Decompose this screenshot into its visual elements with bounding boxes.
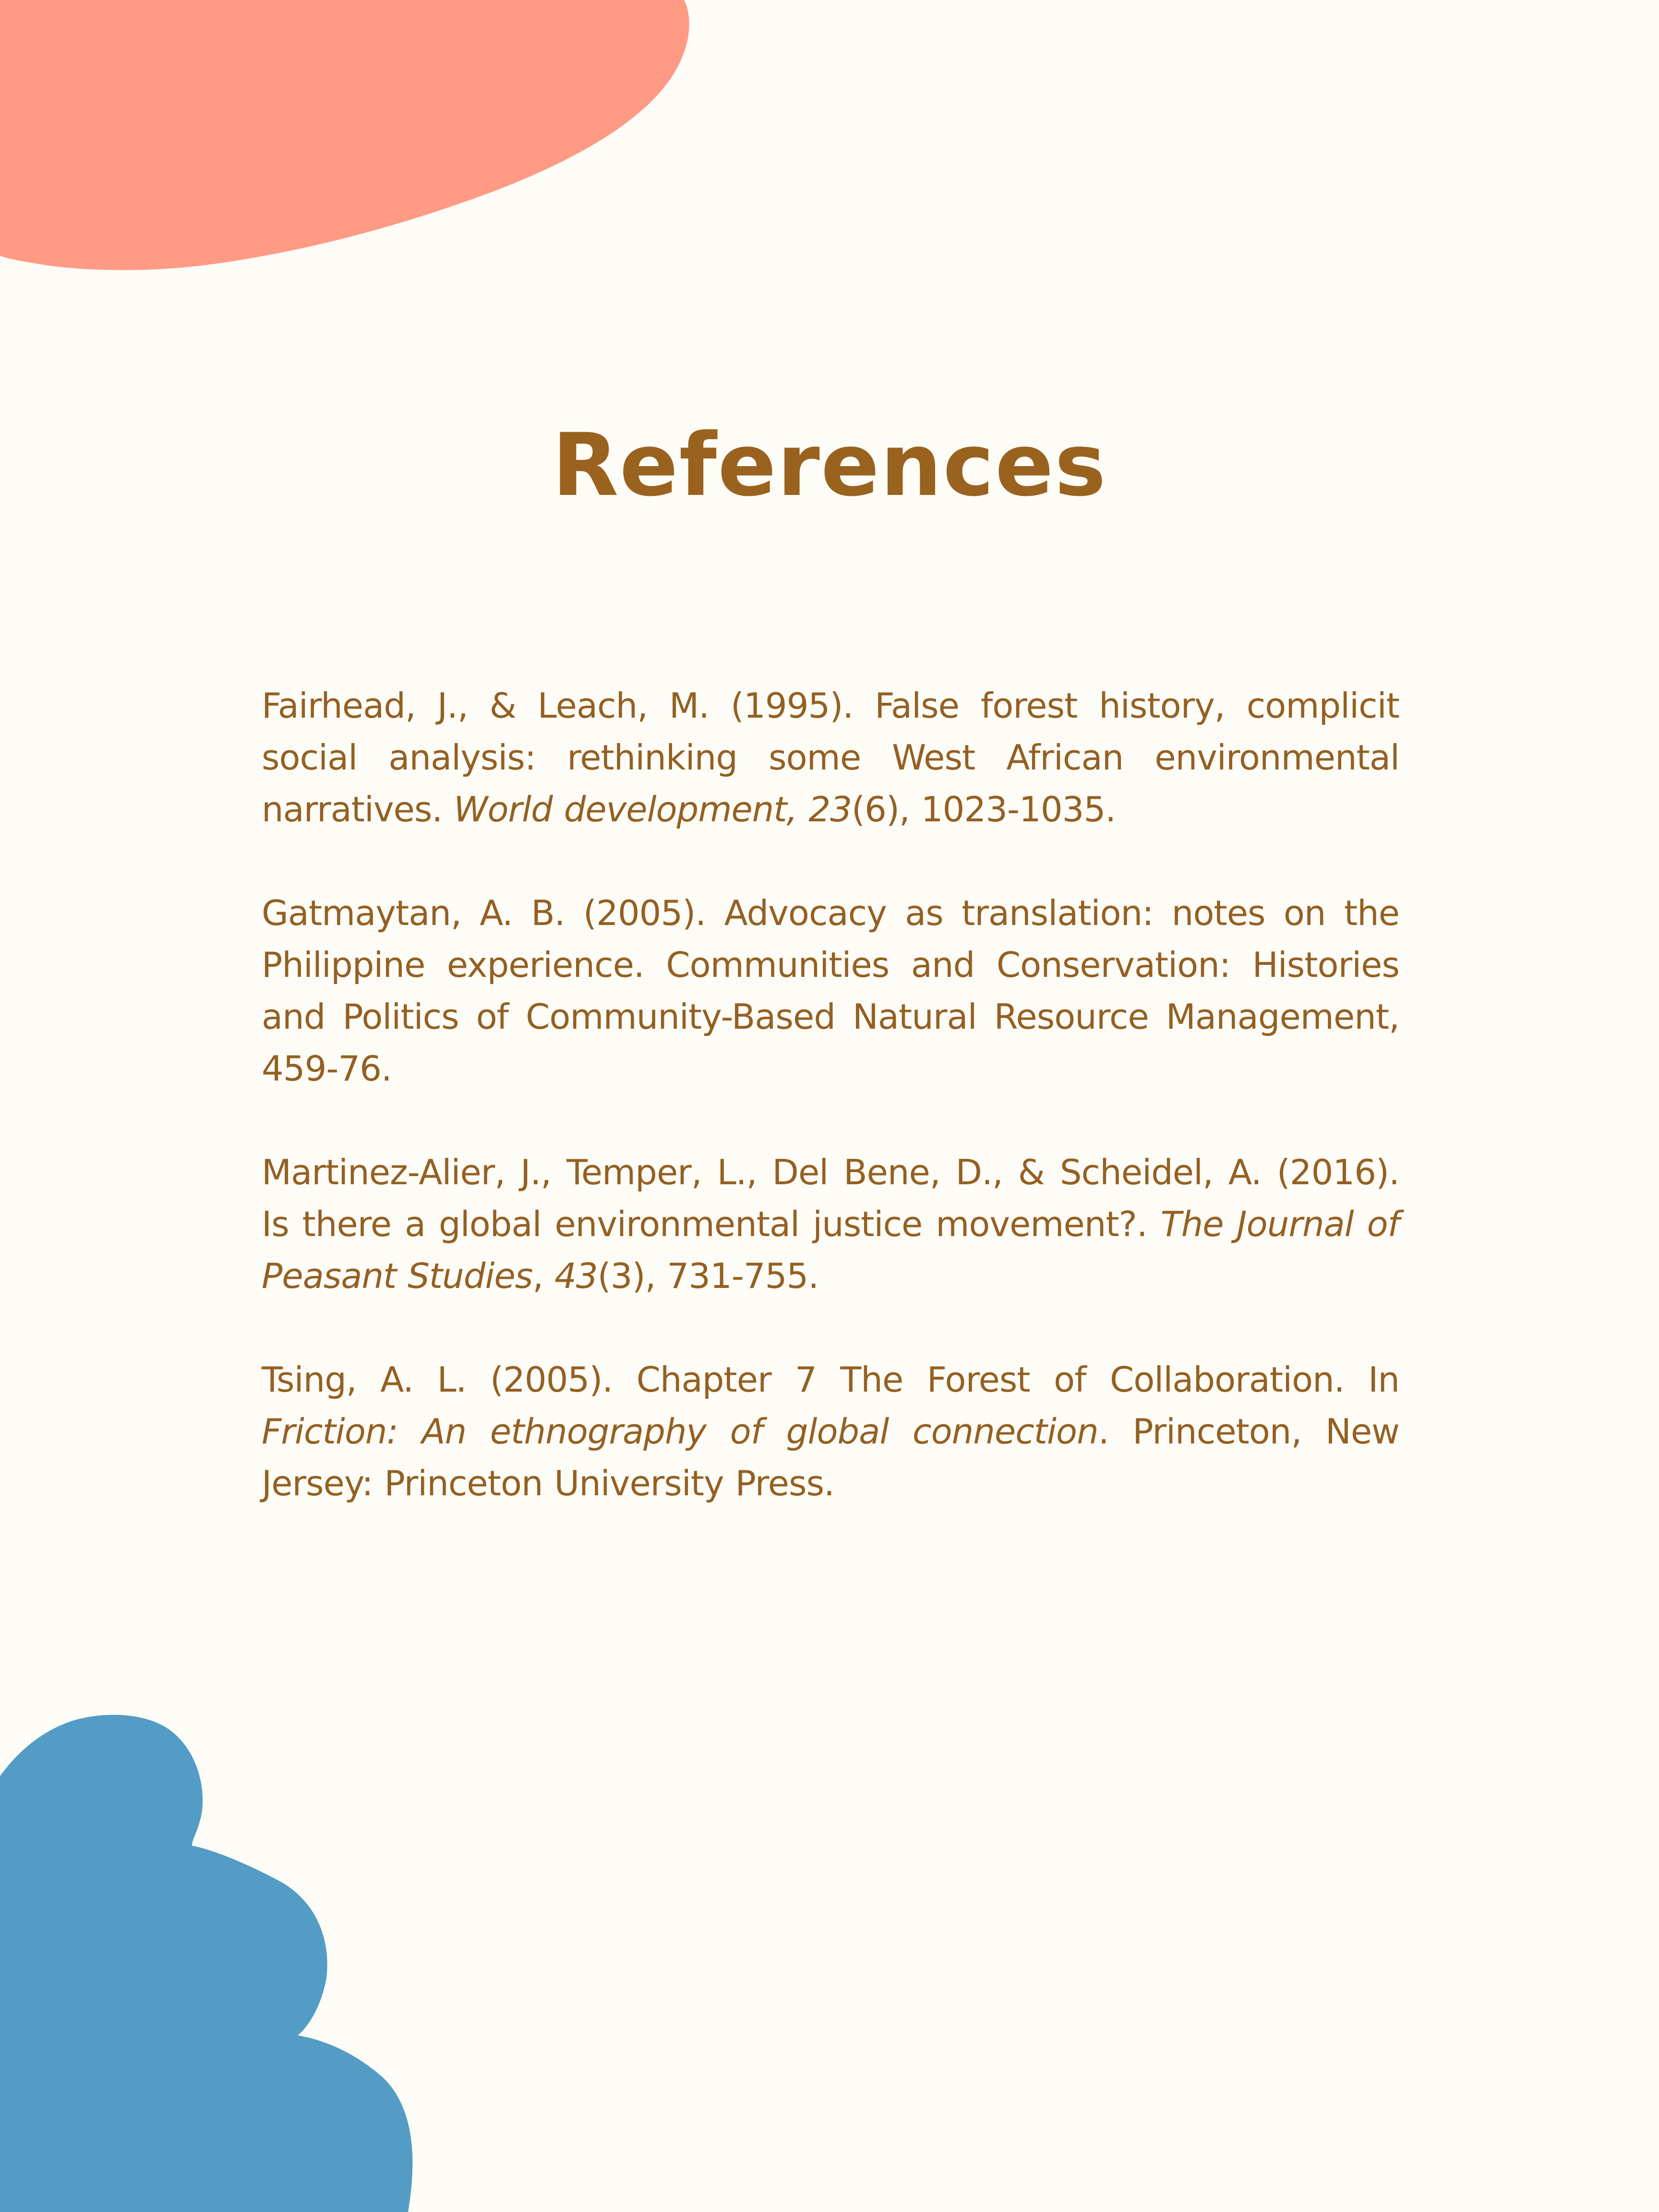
reference-text: Tsing, A. L. (2005). Chapter 7 The Forest of Collaboration. In [262,1359,1399,1400]
reference-details: (3), 731-755. [597,1256,819,1296]
reference-volume: 43 [554,1256,598,1296]
blue-flower-blob-shape [0,1715,412,2212]
reference-item [262,1354,1399,1509]
reference-separator: , [532,1256,555,1296]
page-title: References [552,415,1107,516]
reference-details: (6), 1023-1035. [852,789,1116,830]
reference-text: Gatmaytan, A. B. (2005). Advocacy as translation: notes on the Philippine experience. Communities and Conservation: Histories and Politics of Community-Based Natural Resource Management, 459-76. [262,893,1399,1089]
reference-details: . Princeton, New Jersey: Princeton University Press. [262,1411,1399,1503]
reference-text: Martinez-Alier, J., Temper, L., Del Bene, D., & Scheidel, A. (2016). Is there a global environmental justice movement?. [262,1152,1399,1244]
reference-text: Fairhead, J., & Leach, M. (1995). False forest history, complicit social analysis: rethinking some West African environmental narratives. [262,685,1399,830]
reference-book: Friction: An ethnography of global connection [262,1411,1098,1452]
reference-item [262,1146,1399,1302]
reference-journal: The Journal of Peasant Studies [262,1204,1400,1296]
decorative-blob-bottom [0,1709,422,2212]
decorative-blob-top [0,0,701,278]
reference-item [262,887,1399,1094]
coral-blob-shape [0,0,689,270]
reference-item [262,680,1399,835]
reference-journal: World development, 23 [454,789,852,830]
reference-list [262,680,1399,1561]
